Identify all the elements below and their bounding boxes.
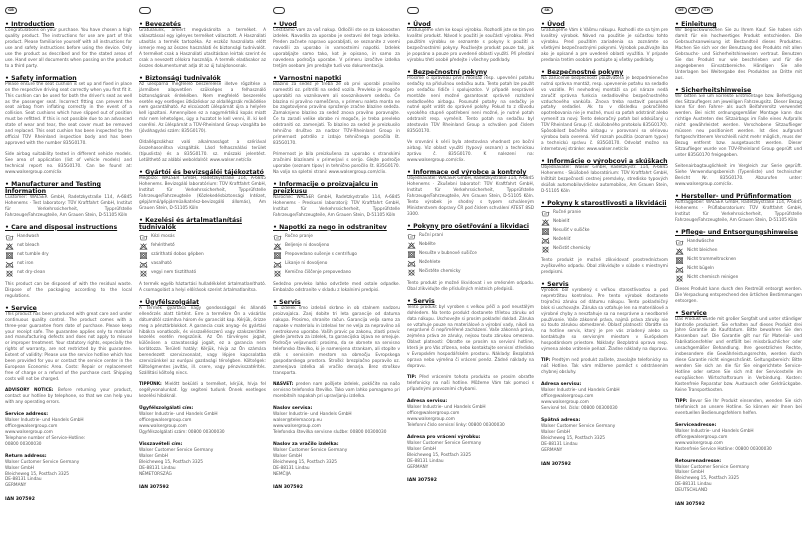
care-symbol-label: Prepovedano sušenje s centrifugo bbox=[285, 252, 358, 258]
paragraph: Oldallégzsákhoz való alkalmasságot a szériával összehasonlítva vizsgálták. Lásd felhasználási terület (típuslista) és a 835G0170. sz. műszaki jelentést. Letölthető az alábbi weboldalról: www.walser.net/clix bbox=[139, 140, 266, 164]
care-symbol-label: Likanje ni dovoljeno bbox=[285, 261, 328, 267]
country-code-badge: GB bbox=[5, 7, 17, 14]
paragraph: A termék gyártása nagy gondossággal és állandó ellenőrzés alatt történt. Erre a termékre Ön a vásárlás dátumától számítva három év garanciát kap. Kérjük, őrizze meg a pénztárblokkot. A garancia csak anyag- és gyártási hibákra vonatkozik, és visszaélésszerű vagy szakszerűtlen kezelés esetén megszűnik. Az Ön törvényes jogait, különösen a szavatossági jogait, ez a garancia nem korlátozza. Területi hatály: Kérjük, hívja az Ön számára berendezett szervizvonalat, vagy lépjen kapcsolatba szervizünkkel az európai gazdasági térségben. Költségek: Költségmentes javítás, ill. csere, vagy pénzvisszatérítés. Szállítási költség nincs. bbox=[139, 305, 266, 377]
paragraph: This product can be disposed of with the residual waste. Dispose of the packaging according to the local regulations. bbox=[5, 281, 132, 299]
care-symbol-item bbox=[139, 233, 266, 242]
address-line: Walser GmbH bbox=[5, 465, 34, 471]
care-symbol-label: Nesušte v bubnové sušičce bbox=[419, 251, 477, 257]
care-symbol-label: Kemično čiščenje prepovedano bbox=[285, 270, 352, 276]
care-symbols-list bbox=[541, 209, 668, 254]
address-label: Serviceadresse: bbox=[675, 422, 717, 428]
country-code-badge bbox=[407, 7, 419, 14]
address-line: Walser GmbH bbox=[273, 453, 302, 459]
address-line: GERMANY bbox=[407, 464, 429, 470]
language-column bbox=[273, 4, 400, 554]
section-heading: • Servis bbox=[541, 281, 668, 288]
care-symbol-item bbox=[139, 251, 266, 260]
paragraph: Please ensure the seat cushion is set up and fixed in place on the respective driving seat correctly when you first fit it. This cushion can be used for both the driver's seat as well as the passenger seat. Incorrect fitting can prevent the seat airbag from inflating correctly in the event of a collision. Seat cushions which have slipped out of position must be refitted. If this is not possible due to an advanced state of wear and tear, the seat cover must be removed and replaced. This seat cushion has been inspected by the official TÜV Rheinland inspection body and has been approved with the number 835G0170. bbox=[5, 81, 132, 147]
address-line: Bleicheweg 15, Postfach 3325 bbox=[541, 435, 605, 441]
language-column bbox=[139, 4, 266, 554]
advisory-note bbox=[407, 375, 534, 393]
care-symbol-item bbox=[675, 247, 802, 256]
address-line: Bleicheweg 15, Postfach 3325 bbox=[139, 459, 203, 465]
language-badges bbox=[675, 4, 802, 16]
note-label: TIP: bbox=[407, 375, 417, 381]
no-bleach-icon bbox=[541, 219, 550, 226]
care-symbol-item bbox=[407, 232, 534, 241]
paragraph: Megbízó: WALSER GmbH, Radetzkystraße 114, A-6845 Hohenems. Bevizsgáló laboratórium: TÜV Kraftfahrt GmbH, Institut für Verkehrssicherheit, Typprüfstelle Fahrzeuge/Fahrzeugteile (Közlekedésbiztonsági Intézet, gépjármű/gépjárműalkatrész-bevizsgáló állomás), Am Grauen Stein, D-51105 Köln bbox=[139, 176, 266, 211]
paragraph: Tento produkt je možné likvidovat i ve směsném odpadu. Obal zlikvidujte dle příslušných místních předpisů. bbox=[407, 280, 534, 292]
section-heading: • Úvod bbox=[407, 21, 534, 28]
care-symbol-item bbox=[5, 233, 132, 242]
no-tumble-dry-icon bbox=[139, 252, 148, 259]
address-line: office@walsergroup.com bbox=[407, 410, 460, 416]
address-label: Return address: bbox=[5, 453, 47, 459]
advisory-note bbox=[675, 399, 802, 417]
address-line: DE-88131 Lindau bbox=[5, 477, 42, 483]
care-symbol-label: Nečistiť chemicky bbox=[553, 246, 591, 252]
address-block bbox=[5, 454, 132, 490]
care-symbol-item bbox=[407, 241, 534, 250]
handwash-icon bbox=[541, 210, 550, 217]
care-symbol-label: not dry-clean bbox=[17, 270, 46, 276]
address-line: Walser GmbH bbox=[541, 429, 570, 435]
address-line: www.walsergroup.com bbox=[541, 399, 589, 405]
address-line: Telefonní číslo servisní linky: 00800 00300030 bbox=[407, 422, 505, 428]
care-symbol-label: szárítható dobos gépben bbox=[151, 252, 204, 258]
section-heading: • Service bbox=[5, 305, 132, 312]
section-heading: • Service bbox=[675, 310, 802, 317]
care-symbol-label: Nebělte bbox=[419, 242, 436, 248]
care-symbol-label: Nicht chemisch reinigen bbox=[687, 275, 739, 281]
handwash-icon bbox=[407, 233, 416, 240]
address-line: Walser Customer Service Germany bbox=[407, 440, 482, 446]
no-dry-clean-icon bbox=[273, 270, 282, 277]
address-label: Adresa pro vrácení výrobku: bbox=[407, 434, 481, 440]
address-line: Walser Customer Service Germany bbox=[541, 423, 616, 429]
no-dry-clean-icon bbox=[407, 269, 416, 276]
no-iron-icon bbox=[541, 237, 550, 244]
address-line: office@walsergroup.com bbox=[5, 423, 58, 429]
no-tumble-dry-icon bbox=[407, 251, 416, 258]
section-heading: • Manufacturer and Testing Information bbox=[5, 181, 132, 195]
address-line: Bleicheweg 15, Postfach 3325 bbox=[675, 476, 739, 482]
advisory-note bbox=[273, 382, 400, 400]
address-line: DE-88131 Lindau bbox=[139, 465, 176, 471]
country-code-badge: SK bbox=[541, 7, 553, 14]
no-bleach-icon bbox=[139, 243, 148, 250]
section-heading: • Pokyny k starostlivosti a likvidácii bbox=[541, 200, 668, 207]
address-line: Walser Industrie- und Handels GmbH bbox=[5, 417, 84, 423]
address-label: Visszavételi cím: bbox=[139, 441, 183, 447]
care-symbol-item bbox=[675, 274, 802, 283]
care-symbols-list bbox=[139, 233, 266, 278]
care-symbol-item bbox=[273, 251, 400, 260]
address-block bbox=[139, 442, 266, 478]
address-line: Kostenfreie Service Hotline: 00800 00300030 bbox=[675, 446, 772, 452]
care-symbol-label: Nečistěte chemicky bbox=[419, 269, 461, 275]
address-line: Telefonska številka servisne službe: 00800 00300030 bbox=[273, 429, 387, 435]
language-badges bbox=[5, 4, 132, 16]
care-symbol-label: vasalható bbox=[151, 261, 172, 267]
section-heading: • Biztonsági tudnivalók bbox=[139, 75, 266, 82]
care-symbol-label: Handwäsche bbox=[687, 239, 715, 245]
section-heading: • Uvod bbox=[273, 21, 400, 28]
care-symbol-label: Nežehliť bbox=[553, 237, 571, 243]
address-line: www.walsergroup.com bbox=[139, 423, 187, 429]
care-symbol-item bbox=[407, 250, 534, 259]
paragraph: Wir beglückwünschen Sie zu Ihrem Kauf. Sie haben sich damit für ein hochwertiges Produkt entschieden. Die Gebrauchsanweisung ist Bestandteil dieses Produktes. Machen Sie sich vor der Benutzung des Produkts mit allen Gebrauchs- und Sicherheitshinweisen vertraut. Benutzen Sie das Produkt nur wie beschrieben und für die angegebenen Einsatzbereiche. Händigen Sie alle Unterlagen bei Weitergabe des Produktes an Dritte mit aus. bbox=[675, 28, 802, 81]
no-bleach-icon bbox=[675, 248, 684, 255]
section-heading: • Varnostni napotki bbox=[273, 75, 400, 82]
no-tumble-dry-icon bbox=[675, 257, 684, 264]
section-heading: • Pflege- und Entsorgungshinweise bbox=[675, 229, 802, 236]
address-line: Walser GmbH bbox=[407, 446, 436, 452]
ian-number: IAN 307592 bbox=[675, 502, 705, 508]
language-badges bbox=[541, 4, 668, 16]
paragraph: This product has been produced with great care and under continuous quality control. The product comes with a three-year guarantee from date of purchase. Please keep your receipt safe. The guarantee applies only to material and manufacturing defects and does not apply to misuse or improper treatment. Your statutory rights, especially the rights of warranty, are not restricted by this guarantee. Extent of validity: Please use the service hotline which has been provided for you or contact the service center in the European Economic Area. Costs: Repair or replacement free of charge or a refund of the purchase cost. Shipping costs will not be charged. bbox=[5, 311, 132, 383]
address-line: Walser Customer Service Germany bbox=[5, 459, 80, 465]
advisory-note bbox=[139, 382, 266, 400]
address-block bbox=[541, 418, 668, 454]
address-block bbox=[273, 406, 400, 436]
language-column bbox=[675, 4, 802, 554]
section-heading: • Hersteller- und Prüfinformation bbox=[675, 193, 802, 200]
section-heading: • Ügyfélszolgálat bbox=[139, 299, 266, 306]
paragraph: Das Produkt wurde mit großer Sorgfalt und unter ständiger Kontrolle produziert. Sie erhalten auf dieses Produkt drei Jahre Garantie ab Kaufdatum. Bitte bewahren Sie den Kassenbon auf. Die Garantie gilt nur für Material- und Fabrikationsfehler und entfällt bei missbräuchlicher oder unsachgemäßer Behandlung. Ihre gesetzlichen Rechte, insbesondere die Gewährleistungsrechte, werden durch diese Garantie nicht eingeschränkt. Geltungsbereich: Bitte wenden Sie sich an die für Sie eingerichtete Service-Hotline oder setzen Sie sich mit der Servicestelle im europäischen Wirtschaftsraum in Verbindung. Kosten: Kostenfreie Reparatur bzw. Austausch oder Geldrückgabe. Keine Transportkosten. bbox=[675, 316, 802, 393]
address-line: DE-88131 Lindau bbox=[273, 465, 310, 471]
address-block bbox=[5, 412, 132, 448]
care-symbol-label: Kézi mosás bbox=[151, 234, 175, 240]
address-line: Walser Industrie- und Handels GmbH bbox=[139, 411, 218, 417]
paragraph: Gratulujeme Vám k Vášmu nákupu. Rozhodli ste sa tým pre kvalitný výrobok. Návod na použitie je súčasťou tohto výrobku. Pred použitím zariadenia sa zoznámte so všetkými bezpečnostnými pokynmi. Výrobok používajte iba ako je opísané a pre uvedené oblasti využitia. V prípade predania tretím osobám postúpte aj všetky podklady. bbox=[541, 28, 668, 63]
address-line: Walser Customer Service Germany bbox=[273, 447, 348, 453]
paragraph: Az üléspárna megfelelő beszerelése illetve rögzítése a járműben alapvetően szükséges a felhasználó biztonságának érdekében. Nem megfelelő beszerelés esetén egy esetleges ütközéskor az oldallégzsák működése nem garantálható. Az elcsúszott üléspárnát újra a helyére kell igazítani. Amennyiben ez a nagymértékű kopás miatt már nem lehetséges, úgy a huzatot le kell venni, ill. ki kell cserélni. Az üléspárnát a TÜV-Rheinland Group vizsgálta be (jóváhagyási szám: 835G0170). bbox=[139, 81, 266, 135]
address-line: 00800 00300030 bbox=[5, 441, 42, 447]
section-heading: • Care and disposal instructions bbox=[5, 224, 132, 231]
paragraph: Side airbag suitability tested in different vehicle models. See area of application (list of vehicle models) and technical report no. 835G0170. Can be found at: www.walsergroup.com/clix bbox=[5, 152, 132, 176]
address-block bbox=[273, 442, 400, 478]
paragraph: Sedežno prevleko lahko odvržete med ostale odpadke. Embalažo odstranite v skladu z lokalnimi predpisi. bbox=[273, 281, 400, 293]
note-label: TIP: bbox=[541, 358, 551, 364]
address-line: Bleicheweg 15, Postfach 3325 bbox=[273, 459, 337, 465]
country-code-badge bbox=[273, 7, 285, 14]
note-text: Mielőtt beküldi a terméket, kérjük, hívja fel segélyvonalunkat. Így segíteni tudunk Önnek esetleges kezelési hibáknál. bbox=[139, 382, 266, 400]
section-heading: • Safety information bbox=[5, 75, 132, 82]
address-line: GERMANY bbox=[5, 483, 27, 489]
paragraph: Blazino za sedež je treba že ob prvi uporabi pravilno namestiti oz. pritrditi na sedež vozila. Prevleko je mogoče uporabiti na voznikovem ali sovoznikovem sedežu. Če blazina ni pravilno nameščena, v primeru naleta morda ne bo zagotovljeno pravilno sproženje zračne blazine sedeža. Zamaknjeno blazino za sedež znova pravilno poravnajte. Če to zaradi velike obrabe ni mogoče, je treba prevleko odstraniti oz. zamenjati. To blazino za sedež je preizkusilo tehnično društvo za nadzor TÜV-Rheinland Group in primernost potrdilo z izdajo tehničnega poročila št. 835G0170. bbox=[273, 81, 400, 147]
care-symbols-list bbox=[407, 232, 534, 277]
address-line: Bleicheweg 15, Postfach 3325 bbox=[407, 452, 471, 458]
care-symbol-label: Nesušiť v sušičke bbox=[553, 228, 590, 234]
ian-number: IAN 307592 bbox=[407, 478, 437, 484]
language-badges bbox=[273, 4, 400, 16]
advisory-note bbox=[541, 358, 668, 376]
care-symbol-label: Ruční praní bbox=[419, 233, 443, 239]
country-code-badge bbox=[139, 7, 151, 14]
handwash-icon bbox=[5, 234, 14, 241]
language-column bbox=[541, 4, 668, 554]
address-line: Walser Customer Service Germany bbox=[675, 464, 750, 470]
note-text: preden nam pošljete izdelek, pokličite na našo servisno telefonsko številko. Tako vam lahko pomagamo pri morebitnih napakah pri upravljanju izdelka. bbox=[273, 382, 400, 400]
no-tumble-dry-icon bbox=[5, 252, 14, 259]
address-line: walser@telemacorp.eu bbox=[273, 417, 322, 423]
care-symbol-label: not iron bbox=[17, 261, 34, 267]
care-symbol-item bbox=[5, 260, 132, 269]
section-heading: • Bevezetés bbox=[139, 21, 266, 28]
care-symbol-label: Nežehlete bbox=[419, 260, 441, 266]
care-symbol-label: Beljenje ni dovoljeno bbox=[285, 243, 330, 249]
note-label: TIPP: bbox=[675, 398, 688, 404]
note-text: Před vrácením tohoto produktu se prosím obraťte telefonicky na naši hotline. Můžeme Vám tak pomoci s případnými provozními chybami. bbox=[407, 375, 534, 393]
paragraph: Tento produkt byl vyroben s velkou péčí a pod neustálým dohledem. Na tento produkt dostanete tříletou záruku od data nákupu. Uschovejte si prosím pokladní doklad. Záruka se vztahuje pouze na materiálové a výrobní vady, nikoli na nesprávné či nepřiměřené zacházení. Vaše zákonná práva, zejména práva ze záruky, nejsou touto zárukou omezena. Oblast platnosti: Obraťte se prosím na servisní hotline, která je pro Vás zřízena, nebo kontaktujte servisní středisko v Evropském hospodářském prostoru. Náklady: Bezplatná oprava nebo výměna či vrácení peněz. Žádné náklady na dopravu. bbox=[407, 304, 534, 370]
no-iron-icon bbox=[139, 261, 148, 268]
care-symbol-item bbox=[541, 218, 668, 227]
no-tumble-dry-icon bbox=[273, 252, 282, 259]
language-badges bbox=[139, 4, 266, 16]
address-line: office@walsergroup.com bbox=[675, 434, 728, 440]
paragraph: Tento produkt je možné zlikvidovať prostredníctvom zvyškového odpadu. Obal zlikvidujte v súlade s miestnymi predpismi. bbox=[541, 257, 668, 275]
note-text: Predtým než produkt zašlete, zavolajte telefonicky na náš Hotline. Tak vám môžeme pomôcť s odstránením chybnej obsluhy. bbox=[541, 358, 668, 376]
section-heading: • Informacije o proizvajalcu in preizkusu bbox=[273, 181, 400, 195]
section-heading: • Einleitung bbox=[675, 21, 802, 28]
note-label: ADVISORY NOTICE: bbox=[5, 388, 54, 394]
care-symbol-item bbox=[273, 269, 400, 278]
no-bleach-icon bbox=[273, 243, 282, 250]
note-label: TIPPÜNK: bbox=[139, 382, 162, 388]
address-line: DEUTSCHLAND bbox=[675, 488, 708, 494]
address-line: www.walsergroup.com bbox=[675, 440, 723, 446]
address-label: Naslov za vračilo izdelka: bbox=[273, 441, 339, 447]
section-heading: • Gyártói és bevizsgálói tájékoztató bbox=[139, 169, 266, 176]
note-text: Bevor Sie Ihr Produkt einsenden, wenden Sie sich telefonisch an unsere Hotline. So können wir Ihnen bei eventuellen Bedienungsfehlern helfen. bbox=[675, 398, 802, 416]
care-symbol-item bbox=[273, 260, 400, 269]
no-iron-icon bbox=[273, 261, 282, 268]
section-heading: • Informácie o výrobcovi a skúškach bbox=[541, 158, 668, 165]
paragraph: Auftraggeber: WALSER GmbH, Radetzkystraße 114, A-6845 Hohenems · Prüflaboratorium: TÜV Kraftfahrt GmbH, Institut für Verkehrssicherheit, Typprüfstelle Fahrzeuge/Fahrzeugteile, Am Grauen Stein, D-51105 Köln bbox=[675, 199, 802, 223]
care-symbols-list bbox=[273, 233, 400, 278]
address-label: Ügyfélszolgálati cím: bbox=[139, 405, 194, 411]
care-symbol-label: Nicht bügeln bbox=[687, 266, 714, 272]
advisory-note bbox=[5, 388, 132, 406]
paragraph: Dieses Produkt kann durch den Restmüll entsorgt werden. Die Verpackung entsprechend den örtlichen Bestimmungen entsorgen. bbox=[675, 286, 802, 304]
care-symbol-item bbox=[407, 259, 534, 268]
no-tumble-dry-icon bbox=[541, 228, 550, 235]
paragraph: Customer: WALSER GmbH, Radetzkystraße 114, A-6845 Hohenems · Test laboratory: TÜV Kraftfahrt GmbH, Institut für Verkehrssicherheit, Typprüfstelle Fahrzeuge/Fahrzeugteile, Am Grauen Stein, D-51105 Köln bbox=[5, 194, 132, 218]
paragraph: A termék egyéb háztartási hulladékként ártalmatlanítható. A csomagolást a helyi előírások szerint ártalmatlanítsa. bbox=[139, 281, 266, 293]
care-symbol-label: Ročno pranje bbox=[285, 234, 313, 240]
no-iron-icon bbox=[407, 260, 416, 267]
address-line: DE-88131 Lindau bbox=[541, 441, 578, 447]
no-dry-clean-icon bbox=[675, 275, 684, 282]
address-line: Walser GmbH bbox=[675, 470, 704, 476]
paragraph: Congratulations on your purchase. You have chosen a high quality product. The instructions for use are part of this product. Please familiarise yourself with all instructions for use and safety instructions before using the device. Only use the product as described and for the stated areas of use. Hand over all documents when passing on the product to a third party. bbox=[5, 28, 132, 69]
paragraph: Na zaručenie bezpečnosti používateľa je bezpodmienečne nutná správna montáž, resp. upevnenie poťahu na sedadlo vo vozidle. Pri nevhodnej montáži sa pri náraze nedá zaručiť správna funkcia sedadlového bezpečnostného vzduchového vankúša. Znova treba nastaviť posunuté poťahy sedadiel. Ak to v dôsledku pokročilého opotrebovania nie je možné, musí sa poťah odstrániť alebo vymeniť za nový. Tento dekoračný poťah bol odskúšaný u TÜV Rheinland Group (č. skúšobného protokolu 835G0170). Spôsobilosť bočného airbagu v porovnaní so sériovou výrobou bola overená. Viď rozsah použitia (zoznam typov) a technickú správu č. 835G0170. Odvolať možno na internetovej stránke: www.walser.net/clix bbox=[541, 75, 668, 153]
address-label: Naslov servisa: bbox=[273, 405, 313, 411]
handwash-icon bbox=[139, 234, 148, 241]
address-line: Walser GmbH bbox=[139, 453, 168, 459]
address-block bbox=[541, 382, 668, 412]
care-symbol-item bbox=[675, 256, 802, 265]
care-symbol-item bbox=[139, 269, 266, 278]
paragraph: Prosíme o správnou první montáž resp. upevnění potahu sedačky na příslušnou sedačku auta. Tento potah lze použít pro sedačku řidiče i spolujezdce. V případě nesprávné montáže není možné garantovat správné rozložení sedadlového airbagu. Posunuté potahy na sedačky je nutné opět vrátit do správné polohy. Pokud to z důvodu vysokého stupně opotřebení není možné, je nutné potah odstranit resp. vyměnit. Tento potah na sedačku byl atestován TÜV Rheinland Group a schválen pod číslem 835G0170. bbox=[407, 75, 534, 135]
address-block bbox=[407, 399, 534, 429]
care-symbol-label: vegyi nem tisztítható bbox=[151, 270, 197, 276]
address-block bbox=[139, 406, 266, 436]
note-label: NASVET: bbox=[273, 382, 294, 388]
address-line: DE-88131 Lindau bbox=[675, 482, 712, 488]
address-line: DE-88131 Lindau bbox=[407, 458, 444, 464]
section-heading: • Úvod bbox=[541, 21, 668, 28]
address-line: Ügyfélszolgálati szám: 00800 00300030 bbox=[139, 429, 225, 435]
ian-number: IAN 307592 bbox=[139, 485, 169, 491]
paragraph: Primernost je bila preizkušena za uporabo s stranskimi zračnimi blazinami v primerjavi s serijo. Glejte področje uporabe (seznam tipov) in tehnično poročilo št. 835G0170. Na voljo na spletni strani: www.walsergroup.com/clix. bbox=[273, 152, 400, 176]
care-symbol-item bbox=[541, 209, 668, 218]
care-symbol-item bbox=[5, 269, 132, 278]
no-iron-icon bbox=[675, 266, 684, 273]
section-heading: • Informace od výrobce a kontroly bbox=[407, 169, 534, 176]
address-label: Spätná adresa: bbox=[541, 417, 581, 423]
address-line: Walser Industrie- und Handels GmbH bbox=[675, 428, 754, 434]
language-badges bbox=[407, 4, 534, 16]
paragraph: Seitenairbagtauglichkeit im Vergleich zur Serie geprüft. Siehe Verwendungsbereich (Typenliste) und technischer Bericht Nr. 835G0170. Abzurufen unter: www.walsergroup.com/clix. bbox=[675, 164, 802, 187]
paragraph: Gratulálunk, amiért megvásárolta a terméket. A választással egy igényes terméket választott. A Használati utasítás a termék tartozéka. Az eszköz használata előtt ismerje meg az összes használati és biztonsági tudnivalót. A terméket csak a Használati utasításban leírtak szerint és csak a nevezett célokra használja. A termék eladásakor az összes dokumentumot adja át az új tulajdonosnak. bbox=[139, 28, 266, 69]
care-symbol-label: not bleach bbox=[17, 243, 40, 249]
address-line: Bleicheweg 15, Postfach 3325 bbox=[5, 471, 69, 477]
paragraph: Ta izdelek smo izdelali skrbno in ob stalnem nadzoru proizvajalca. Zanj dobite tri leta garancije od datuma nakupa. Prosimo, shranite račun. Garancija velja samo za napake v materialu in izdelavi ter ne velja za nepravilno ali nestrokovno uporabo. Vaših pravic po zakonu, zlasti pravic glede jamstva za izdelek, ta garancijska izjava ne omejuje. Področje veljavnosti: prosimo, da se obrnete na servisno telefonsko številko, ki je namenjena strankam, ali stopite v stik s servisnim mestom na območju Evropskega gospodarskega prostora. Stroški: brezplačno popravilo oz. zamenjava izdelka ali vračilo denarja. Brez stroškov transporta. bbox=[273, 305, 400, 377]
country-code-badge: CH bbox=[701, 7, 713, 14]
address-line: www.walsergroup.com bbox=[407, 416, 455, 422]
no-iron-icon bbox=[5, 261, 14, 268]
address-line: Walser Customer Service Germany bbox=[139, 447, 214, 453]
care-symbol-item bbox=[541, 236, 668, 245]
country-code-badge: AT bbox=[688, 7, 700, 14]
address-line: office@walsergroup.com bbox=[541, 393, 594, 399]
address-line: Walser Industrie- und Handels GmbH bbox=[541, 388, 620, 394]
no-dry-clean-icon bbox=[541, 246, 550, 253]
care-symbol-item bbox=[541, 245, 668, 254]
care-symbol-item bbox=[5, 242, 132, 251]
no-dry-clean-icon bbox=[5, 270, 14, 277]
handwash-icon bbox=[273, 234, 282, 241]
paragraph: Výrobok bol vyrobený s veľkou starostlivosťou a pod nepretržitou kontrolou. Pre tento výrobok dostanete trojročnú záruku od dátumu nákupu. Tento pokladničný blok si uschovajte. Záruka sa vzťahuje len na materiálové a výrobné chyby a nevzťahuje sa na nesprávne a neodborné používanie. Vaše zákonné práva, najmä práva záruky nie sú touto zárukou obmedzené. Oblasť platnosti: Obráťte sa na hotline servis, ktorý je pre vás zriadený alebo sa kontaktujte so servisným miestom v Európskom hospodárskom priestore. Náklady: Bezplatná oprava resp. výmena alebo vrátenie peňazí. Žiadne náklady na dopravu. bbox=[541, 287, 668, 353]
care-symbol-label: Nebieliť bbox=[553, 219, 570, 225]
address-block bbox=[675, 459, 802, 495]
paragraph: Objednávateľ: Walser GmbH, Radetzkystr. 114, A-6845 Hohenems · Skúšobné laboratórium: TÜV Kraftfahrt GmbH, Inštitút bezpečnosti cestnej premávky, stredisko typových skúšok automobilov/dielov automobilov, Am Grauen Stein, D-51105 Köln bbox=[541, 165, 668, 194]
no-bleach-icon bbox=[5, 243, 14, 250]
care-symbol-label: not tumble dry bbox=[17, 252, 49, 258]
address-block bbox=[675, 423, 802, 453]
section-heading: • Sicherheitshinweise bbox=[675, 87, 802, 94]
care-symbol-item bbox=[139, 260, 266, 269]
care-symbol-item bbox=[675, 238, 802, 247]
ian-number: IAN 307592 bbox=[5, 497, 35, 503]
country-code-badge: DE bbox=[675, 7, 687, 14]
address-line: NÉMETORSZÁG bbox=[139, 471, 172, 477]
care-symbol-item bbox=[407, 268, 534, 277]
ian-number: IAN 307592 bbox=[541, 461, 571, 467]
section-heading: • Napotki za nego in odstranitev bbox=[273, 224, 400, 231]
no-bleach-icon bbox=[407, 242, 416, 249]
paragraph: Gratulujeme vám ke koupi výrobku. Rozhodli jste se tím pro kvalitní produkt. Návod k použití je součástí výrobku. Před použitím výrobku se seznamte s pokyny k použití a bezpečnostními pokyny. Používejte produkt pouze tak, jak je popsáno a pouze pro uvedené oblasti využití. Při předání výrobku třetí osobě předejte i všechny podklady. bbox=[407, 28, 535, 63]
care-symbol-label: Nicht bleichen bbox=[687, 248, 718, 254]
care-symbol-item bbox=[273, 233, 400, 242]
address-line: office@walsergroup.com bbox=[139, 417, 192, 423]
care-symbol-label: Nicht trommeltrocknen bbox=[687, 257, 737, 263]
care-symbols-list bbox=[5, 233, 132, 278]
address-line: www.walsergroup.com bbox=[5, 429, 53, 435]
paragraph: Wir bitten Sie um korrekte Erstmontage bzw. Befestigung des Sitzauflegers am jeweiligen Fahrzeugsitz. Dieser Bezug kann für den Fahrer- als auch Beifahrersitz verwendet werden. Bei nicht ordnungsgemäßer Montage kann das richtige Austreten des Sitzairbags im Falle eines Aufpralls nicht gewährleistet werden. Verschobene Sitzauflieger müssen neu positioniert werden. Ist dies aufgrund fortgeschrittenem Verschleiß nicht mehr möglich, muss der Bezug entfernt bzw. ausgetauscht werden. Dieser Sitzauflieger wurde von TÜV-Rheinland Group geprüft und unter 835G0170 freigegeben. bbox=[675, 93, 802, 159]
paragraph: Čestitamo vam za vaš nakup. Odločili ste se za kakovosten izdelek. Navodila za uporabo je sestavni del tega izdelka. Preden začnete napravo uporabljati, se seznanite z vsemi navodili za uporabo in varnostnimi napotki. Izdelek uporabljajte samo tako, kot je opisano, in samo za navedena področja uporabe. V primeru izročitve izdelka tretjim osebam jim predajte tudi vso dokumentacijo. bbox=[273, 28, 400, 69]
address-block bbox=[407, 435, 534, 471]
care-symbol-label: fehéríthető bbox=[151, 243, 175, 249]
address-label: Adresa servisu: bbox=[541, 382, 582, 388]
handwash-icon bbox=[675, 239, 684, 246]
address-line: www.walsergroup.com bbox=[273, 423, 321, 429]
address-line: GERMANY bbox=[541, 447, 563, 453]
address-label: Retourenadresse: bbox=[675, 458, 722, 464]
section-heading: • Introduction bbox=[5, 21, 132, 28]
address-line: Walser Industrie- und Handels GmbH bbox=[273, 411, 352, 417]
address-line: NEMČIJA bbox=[273, 471, 291, 477]
ian-number: IAN 307592 bbox=[273, 485, 303, 491]
section-heading: • Kezelési és ártalmatlanítási tudnivalók bbox=[139, 217, 266, 231]
section-heading: • Servis bbox=[407, 298, 534, 305]
care-symbol-item bbox=[273, 242, 400, 251]
care-symbol-item bbox=[675, 265, 802, 274]
address-label: Adresa servisu: bbox=[407, 398, 448, 404]
language-column bbox=[407, 4, 534, 554]
address-line: Telephone number of Service-Hotline: bbox=[5, 435, 86, 441]
language-column bbox=[5, 4, 132, 554]
paragraph: Naročnik: WALSER GmbH, Radetzkystraße 114, A-6845 Hohenems · Preskusni laboratorij: TÜV Kraftfahrt GmbH, Institut für Verkehrssicherheit, Typprüfstelle Fahrzeuge/Fahrzeugteile, Am Grauen Stein, D-51105 Köln bbox=[273, 194, 400, 218]
paragraph: Ve srovnání k sérii byla atestována vhodnost pro boční airbag. Viz oblast využití (typový seznam) a technickou zprávu č. 835G0170. K nalezení na: www.walsergroup.com/clix. bbox=[407, 140, 534, 164]
care-symbol-label: Handwash bbox=[17, 234, 40, 240]
note-text: Before returning your product, contact our hotline by telephone, so that we can help you with any operating errors. bbox=[5, 388, 132, 405]
section-heading: • Bezpečnostné pokyny bbox=[541, 69, 668, 76]
section-heading: • Bezpečnostní pokyny bbox=[407, 69, 534, 76]
address-label: Service address: bbox=[5, 411, 49, 417]
care-symbols-list bbox=[675, 238, 802, 283]
section-heading: • Servis bbox=[273, 299, 400, 306]
section-heading: • Pokyny pro ošetřování a likvidaci bbox=[407, 223, 534, 230]
care-symbol-item bbox=[541, 227, 668, 236]
address-line: Servisné tel. číslo: 00800 00300030 bbox=[541, 405, 618, 411]
care-symbol-label: Ručné pranie bbox=[553, 210, 581, 216]
no-dry-clean-icon bbox=[139, 270, 148, 277]
paragraph: Objednavatel: WALSER GmbH, Radetzkystraße 114, A-6845 Hohenems · Zkušební laboratoř: TÜV Kraftfahrt GmbH, Institut für Verkehrssicherheit, Typprüfstelle Fahrzeuge/Fahrzeugteile, Am Grauen Stein, D-51105 Köln. Tento výrobek je shodný s typem schváleným Ministerstvem dopravy ČR pod číslem schválení ATEST 8SD 3300. bbox=[407, 176, 534, 217]
care-symbol-item bbox=[5, 251, 132, 260]
address-line: Walser Industrie- und Handels GmbH bbox=[407, 404, 486, 410]
care-symbol-item bbox=[139, 242, 266, 251]
